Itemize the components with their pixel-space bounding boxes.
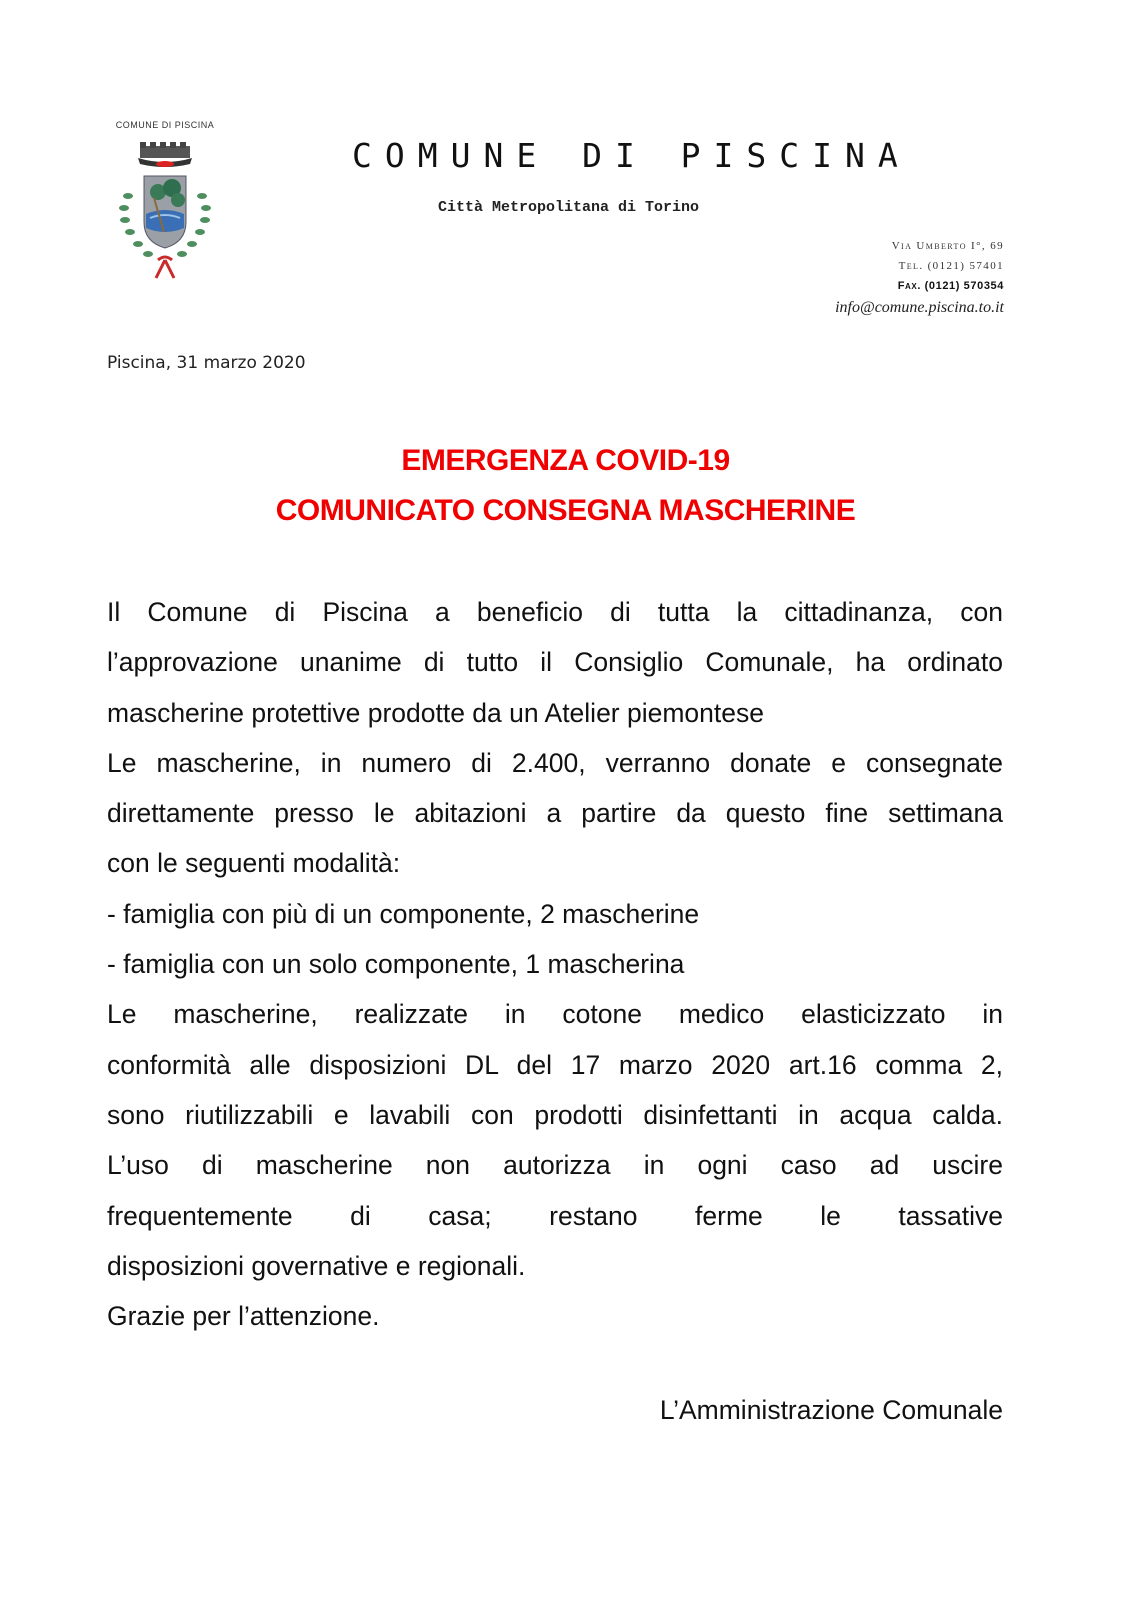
contact-telephone: Tel. (0121) 57401	[898, 260, 1004, 272]
body-line: con le seguenti modalità:	[107, 848, 401, 879]
list-item: - famiglia con un solo componente, 1 mascherina	[107, 949, 685, 980]
body-line: Il Comune di Piscina a beneficio di tutta la cittadinanza, con	[107, 597, 1003, 627]
date-line: Piscina, 31 marzo 2020	[107, 353, 306, 373]
body-line: sono riutilizzabili e lavabili con prodotti disinfettanti in acqua calda.	[107, 1099, 1003, 1130]
shield-icon	[144, 176, 186, 248]
crown-icon	[138, 142, 192, 167]
announcement-title	[100, 436, 1031, 536]
emblem-caption: COMUNE DI PISCINA	[115, 120, 215, 130]
organization-name: COMUNE DI PISCINA	[352, 136, 911, 175]
body-line: Le mascherine, realizzate in cotone medico elasticizzato in	[107, 999, 1003, 1030]
organization-subtitle: Città Metropolitana di Torino	[438, 199, 700, 216]
body-line: frequentemente di casa; restano ferme le tassative	[107, 1200, 1003, 1231]
body-line: conformità alle disposizioni DL del 17 marzo 2020 art.16 comma 2,	[107, 1049, 1003, 1080]
closing-line: Grazie per l’attenzione.	[107, 1301, 380, 1332]
title-line-1: EMERGENZA COVID-19	[401, 444, 730, 477]
coat-of-arms	[106, 118, 224, 286]
body-line: Le mascherine, in numero di 2.400, verranno donate e consegnate	[107, 747, 1003, 778]
signature: L’Amministrazione Comunale	[659, 1395, 1003, 1425]
contact-email: info@comune.piscina.to.it	[835, 299, 1004, 316]
contact-block	[835, 236, 1004, 320]
list-item: - famiglia con più di un componente, 2 mascherine	[107, 898, 700, 929]
title-line-2: COMUNICATO CONSEGNA MASCHERINE	[275, 494, 856, 527]
announcement-body	[107, 587, 1003, 1341]
contact-fax: Fax. (0121) 570354	[897, 280, 1004, 292]
contact-address: Via Umberto I°, 69	[891, 240, 1004, 252]
body-line: l’approvazione unanime di tutto il Consiglio Comunale, ha ordinato	[107, 647, 1003, 678]
body-line: L’uso di mascherine non autorizza in ogni caso ad uscire	[107, 1150, 1003, 1181]
body-line: direttamente presso le abitazioni a partire da questo fine settimana	[107, 798, 1003, 829]
body-line: mascherine protettive prodotte da un Atelier piemontese	[107, 697, 765, 728]
body-line: disposizioni governative e regionali.	[107, 1250, 526, 1281]
coat-of-arms-icon	[106, 132, 224, 286]
ribbon-icon	[156, 257, 174, 278]
